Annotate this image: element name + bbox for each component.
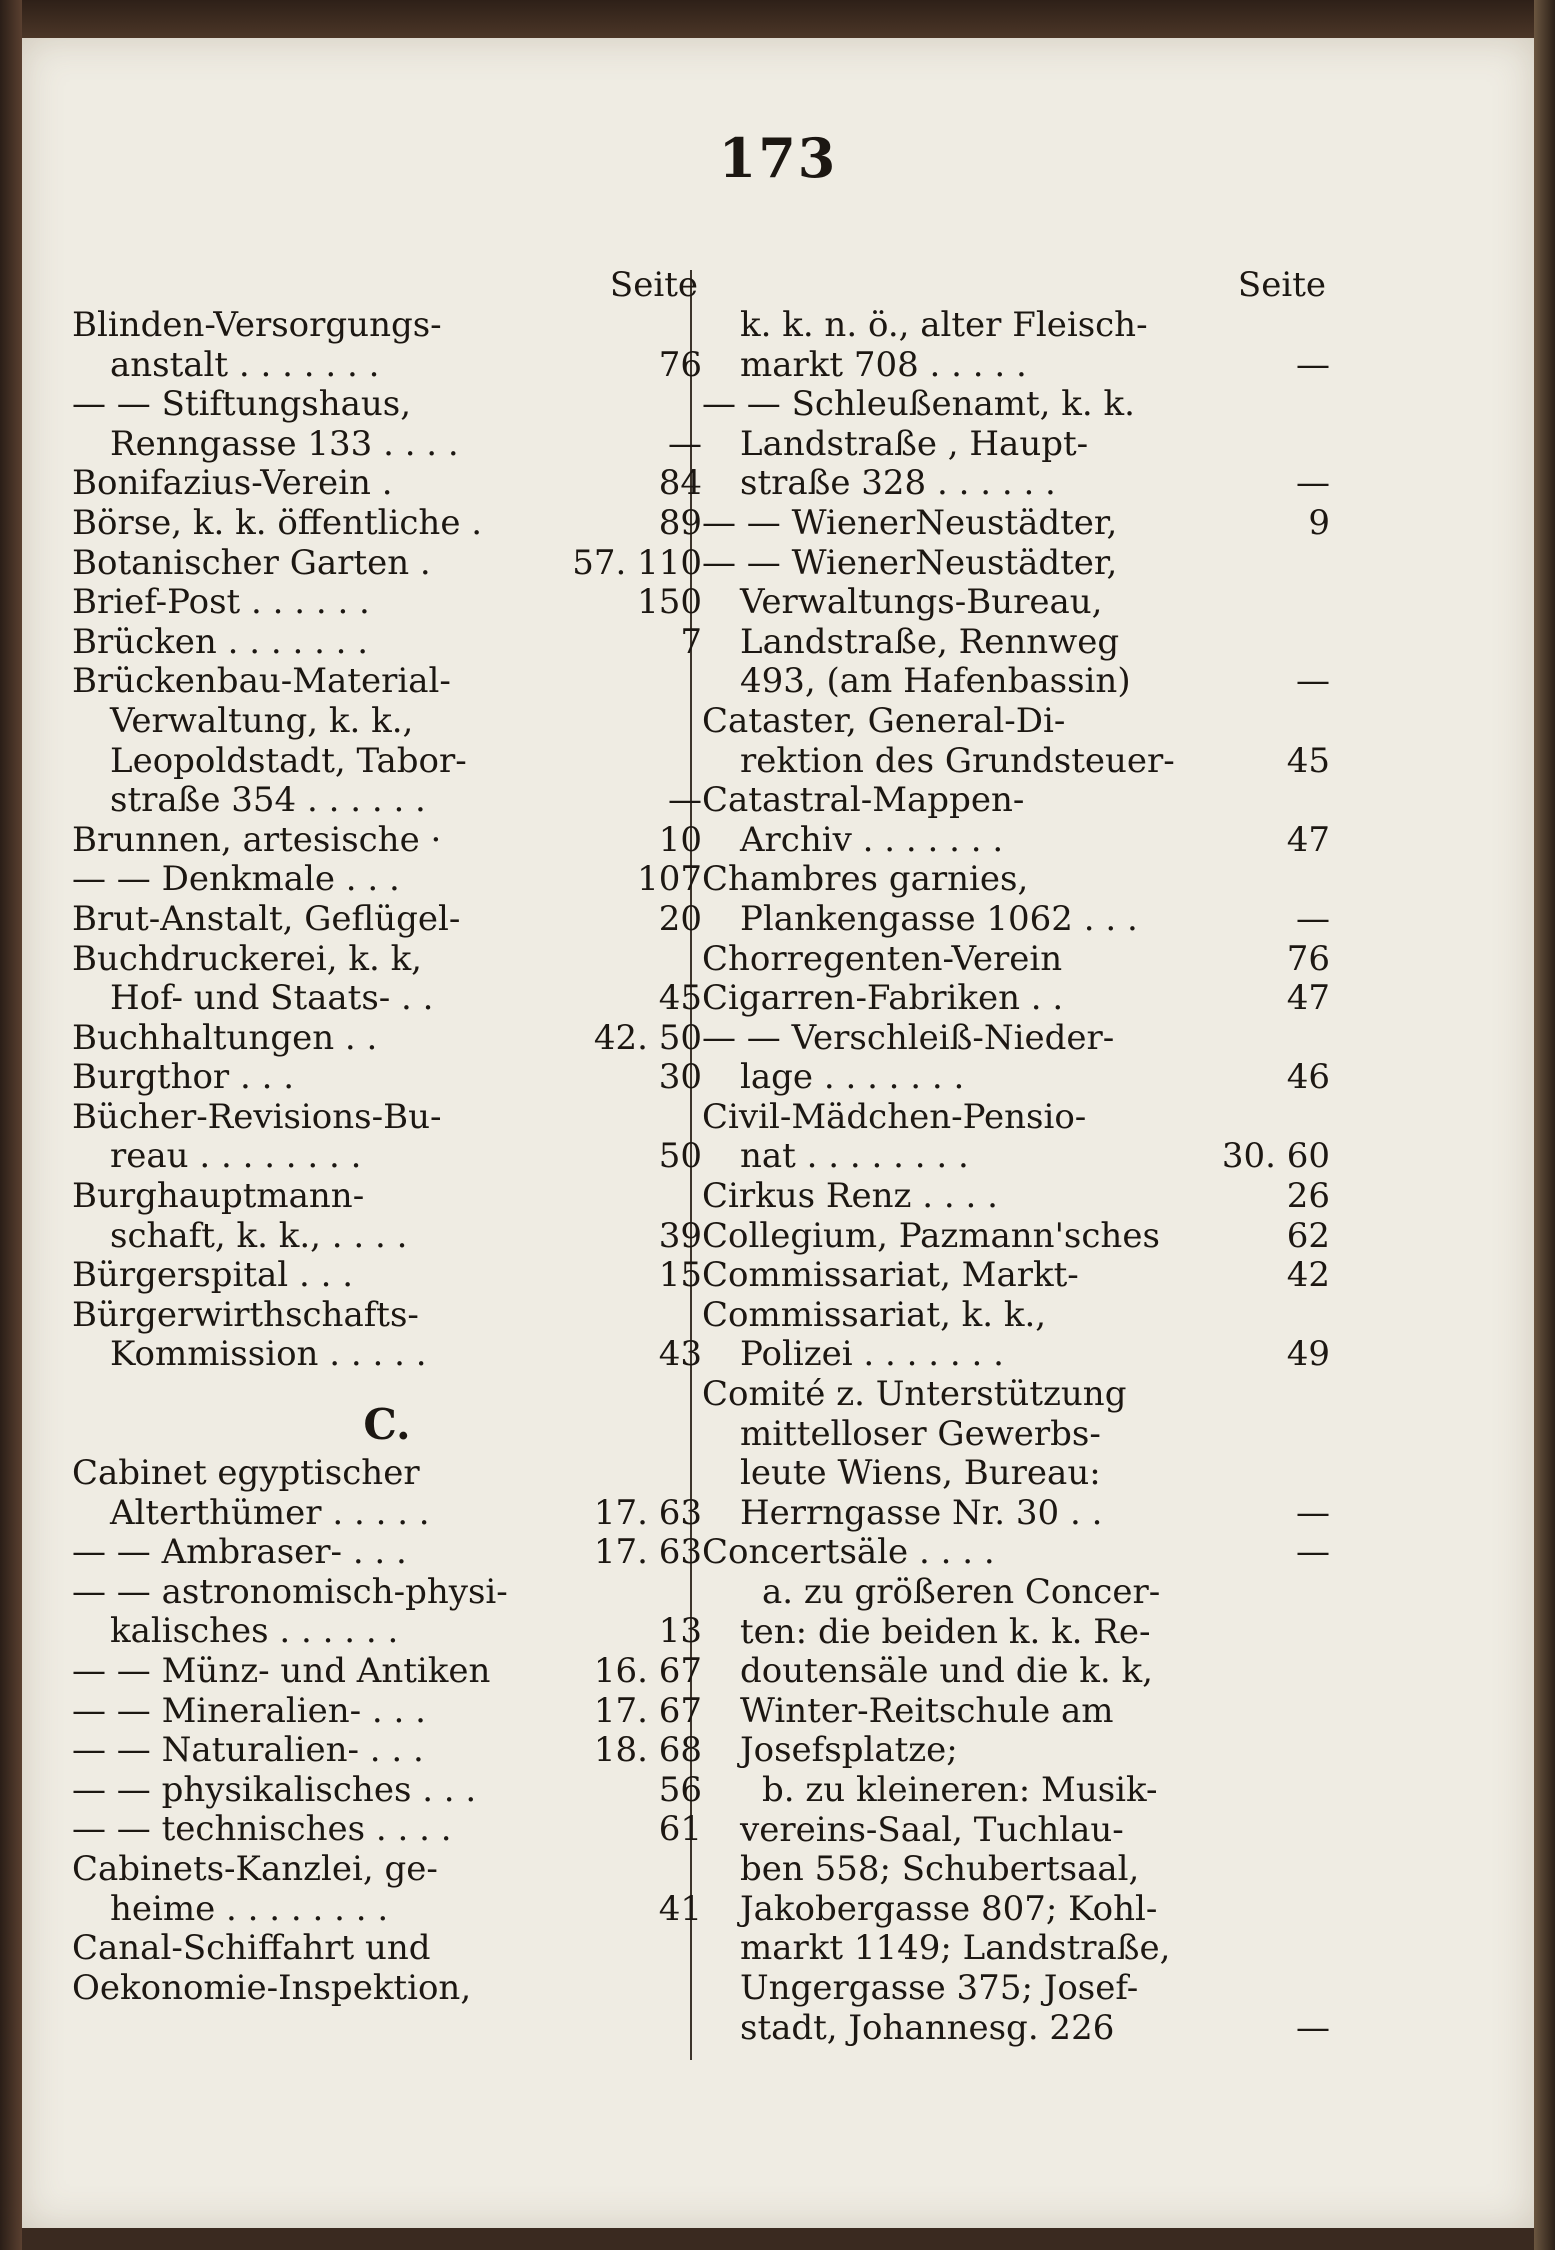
index-entry [702, 544, 1330, 584]
index-entry [72, 1494, 702, 1534]
index-entry [702, 1771, 1330, 1811]
index-entry [702, 306, 1330, 346]
entry-page: 107 [637, 859, 702, 900]
index-entry [72, 1177, 702, 1217]
section-letter: C. [363, 1400, 411, 1450]
index-entry [72, 1137, 702, 1177]
left-entry-list [72, 306, 702, 1375]
entry-text: Chambres garnies, [702, 860, 1029, 900]
entry-text: Josefsplatze; [740, 1731, 958, 1771]
entry-text: Buchhaltungen . . [72, 1018, 378, 1058]
entry-page: 46 [1286, 1057, 1330, 1098]
index-entry [702, 1494, 1330, 1534]
entry-text: Herrngasse Nr. 30 . . [740, 1493, 1103, 1533]
seite-header-left: Seite [609, 265, 698, 305]
index-entry [702, 1692, 1330, 1732]
entry-text: — — astronomisch-physi- [72, 1572, 508, 1612]
index-entry [72, 1573, 702, 1613]
entry-page: 45 [1286, 740, 1330, 781]
index-entry [702, 1177, 1330, 1217]
index-entry [72, 1098, 702, 1138]
index-entry [72, 306, 702, 346]
entry-text: Verwaltungs-Bureau, [740, 583, 1103, 623]
entry-page: 17. 63 [593, 1532, 702, 1573]
book-top-edge [0, 0, 1555, 38]
right-column [702, 266, 1330, 2048]
index-entry [702, 900, 1330, 940]
index-entry [72, 1533, 702, 1573]
entry-page: 41 [658, 1888, 702, 1929]
index-entry [702, 1454, 1330, 1494]
entry-page: 89 [658, 502, 702, 543]
entry-text: b. zu kleineren: Musik- [762, 1770, 1158, 1810]
entry-text: Commissariat, k. k., [702, 1295, 1047, 1335]
entry-page: 39 [658, 1215, 702, 1256]
entry-page: 10 [658, 819, 702, 860]
index-entry [702, 1890, 1330, 1930]
index-entry [72, 1612, 702, 1652]
index-entry [702, 1217, 1330, 1257]
entry-page: — [1296, 661, 1330, 702]
entry-text: — — Münz- und Antiken [72, 1652, 491, 1691]
entry-page: 43 [658, 1334, 702, 1375]
entry-text: schaft, k. k., . . . . [110, 1216, 408, 1256]
entry-page: 15 [658, 1255, 702, 1296]
entry-page: 61 [658, 1809, 702, 1850]
index-entry [702, 1256, 1330, 1296]
index-entry [702, 702, 1330, 742]
index-entry [72, 1890, 702, 1930]
entry-text: Brief-Post . . . . . . [72, 583, 370, 623]
entry-page: — [668, 780, 702, 821]
entry-text: — — Verschleiß-Nieder- [702, 1018, 1115, 1058]
entry-text: markt 708 . . . . . [740, 345, 1027, 385]
entry-text: nat . . . . . . . . [740, 1137, 969, 1177]
entry-text: kalisches . . . . . . [110, 1612, 399, 1652]
entry-page: 30 [658, 1057, 702, 1098]
entry-text: Renngasse 133 . . . . [110, 424, 459, 464]
entry-text: Bonifazius-Verein . [72, 464, 393, 504]
entry-text: Cigarren-Fabriken . . [702, 979, 1064, 1019]
entry-text: — — Mineralien- . . . [72, 1691, 426, 1731]
index-entry [72, 385, 702, 425]
entry-page: 30. 60 [1221, 1136, 1330, 1177]
entry-text: a. zu größeren Concer- [762, 1573, 1161, 1612]
entry-text: Brücken . . . . . . . [72, 622, 369, 662]
index-entry [72, 544, 702, 584]
entry-text: mittelloser Gewerbs- [740, 1414, 1101, 1454]
entry-text: Oekonomie-Inspektion, [72, 1968, 472, 2008]
entry-text: anstalt . . . . . . . [110, 345, 380, 385]
entry-page: 76 [1286, 938, 1330, 979]
index-entry [702, 1613, 1330, 1653]
entry-text: heime . . . . . . . . [110, 1889, 389, 1929]
index-entry [72, 1810, 702, 1850]
entry-text: straße 328 . . . . . . [740, 464, 1056, 504]
entry-text: ben 558; Schubertsaal, [740, 1850, 1140, 1890]
entry-page: 62 [1286, 1215, 1330, 1256]
index-entry [702, 1296, 1330, 1336]
index-entry [72, 1969, 702, 2009]
entry-text: — — Stiftungshaus, [72, 385, 412, 425]
entry-page: 42 [1286, 1255, 1330, 1296]
entry-text: Kommission . . . . . [110, 1335, 427, 1375]
entry-text: — — WienerNeustädter, [702, 503, 1118, 543]
entry-text: Verwaltung, k. k., [110, 701, 414, 741]
entry-page: 16. 67 [593, 1651, 702, 1691]
right-entry-list [702, 306, 1330, 2048]
index-entry [702, 504, 1330, 544]
index-entry [72, 702, 702, 742]
index-entry [702, 1019, 1330, 1059]
entry-page: 17. 63 [593, 1492, 702, 1533]
entry-text: Burghauptmann- [72, 1177, 365, 1217]
entry-text: Landstraße , Haupt- [740, 424, 1089, 464]
entry-page: 9 [1308, 502, 1330, 543]
entry-text: Ungergasse 375; Josef- [740, 1968, 1139, 2008]
entry-page: 50 [658, 1136, 702, 1177]
entry-page: — [1296, 344, 1330, 385]
entry-text: Bücher-Revisions-Bu- [72, 1097, 442, 1137]
index-entry [702, 1058, 1330, 1098]
entry-text: leute Wiens, Bureau: [740, 1454, 1101, 1494]
entry-text: Hof- und Staats- . . [110, 979, 434, 1019]
index-entry [72, 1058, 702, 1098]
index-entry [72, 1256, 702, 1296]
index-entry [72, 1296, 702, 1336]
entry-text: Brut-Anstalt, Geflügel- [72, 899, 461, 939]
entry-text: Brunnen, artesische · [72, 820, 442, 860]
entry-text: — — technisches . . . . [72, 1810, 452, 1850]
entry-text: Cabinet egyptischer [72, 1454, 420, 1494]
entry-page: 26 [1286, 1176, 1330, 1217]
entry-text: — — WienerNeustädter, [702, 543, 1118, 583]
entry-text: Blinden-Versorgungs- [72, 306, 442, 345]
index-entry [702, 623, 1330, 663]
entry-text: Landstraße, Rennweg [740, 622, 1120, 662]
index-entry [72, 1929, 702, 1969]
index-entry [702, 1969, 1330, 2009]
index-entry [702, 346, 1330, 386]
seite-header-right: Seite [1237, 265, 1326, 305]
entry-text: Chorregenten-Verein [702, 939, 1063, 979]
entry-text: Civil-Mädchen-Pensio- [702, 1097, 1087, 1137]
entry-text: k. k. n. ö., alter Fleisch- [740, 306, 1148, 345]
index-entry [702, 2009, 1330, 2049]
index-entry [702, 1533, 1330, 1573]
entry-text: — — Naturalien- . . . [72, 1731, 424, 1771]
entry-text: Cataster, General-Di- [702, 701, 1066, 741]
entry-page: 17. 67 [593, 1690, 702, 1731]
index-entry [702, 860, 1330, 900]
entry-page: 49 [1286, 1334, 1330, 1375]
entry-text: Jakobergasse 807; Kohl- [740, 1889, 1158, 1929]
entry-text: ten: die beiden k. k. Re- [740, 1612, 1151, 1652]
entry-page: — [668, 423, 702, 464]
left-entry-list-c [72, 1454, 702, 2008]
index-entry [702, 979, 1330, 1019]
entry-text: doutensäle und die k. k, [740, 1652, 1153, 1692]
entry-text: Bürgerwirthschafts- [72, 1295, 419, 1335]
index-entry [702, 1137, 1330, 1177]
entry-page: 76 [658, 344, 702, 385]
entry-page: — [1296, 1492, 1330, 1533]
left-column [72, 266, 702, 2008]
entry-text: stadt, Johannesg. 226 [740, 2008, 1115, 2048]
index-entry [72, 464, 702, 504]
entry-text: Bürgerspital . . . [72, 1256, 354, 1296]
index-entry [72, 1692, 702, 1732]
entry-page: 84 [658, 463, 702, 504]
index-entry [72, 425, 702, 465]
entry-text: Catastral-Mappen- [702, 781, 1025, 821]
page-number: 173 [718, 126, 838, 190]
index-entry [72, 1335, 702, 1375]
entry-page: — [1296, 2007, 1330, 2048]
entry-page: 47 [1286, 978, 1330, 1019]
index-entry [702, 742, 1330, 782]
entry-text: Concertsäle . . . . [702, 1533, 995, 1573]
index-entry [702, 1850, 1330, 1890]
entry-text: — — Ambraser- . . . [72, 1533, 407, 1573]
index-entry [72, 1850, 702, 1890]
index-entry [702, 821, 1330, 861]
index-entry [702, 385, 1330, 425]
entry-page: 45 [658, 978, 702, 1019]
entry-page: 20 [658, 898, 702, 939]
index-entry [702, 1929, 1330, 1969]
index-entry [702, 1573, 1330, 1613]
index-entry [702, 1731, 1330, 1771]
index-entry [702, 1335, 1330, 1375]
entry-text: — — Schleußenamt, k. k. [702, 385, 1135, 425]
index-entry [72, 940, 702, 980]
index-entry [72, 623, 702, 663]
entry-text: Polizei . . . . . . . [740, 1335, 1004, 1375]
entry-text: Buchdruckerei, k. k, [72, 939, 422, 979]
book-right-edge [1534, 0, 1555, 2250]
index-entry [72, 1731, 702, 1771]
entry-page: 42. 50 [593, 1017, 702, 1058]
book-page [22, 38, 1534, 2228]
entry-page: — [1296, 898, 1330, 939]
entry-page: 56 [658, 1769, 702, 1810]
entry-text: Winter-Reitschule am [740, 1691, 1114, 1731]
entry-text: Comité z. Unterstützung [702, 1375, 1127, 1415]
index-entry [72, 1771, 702, 1811]
entry-text: reau . . . . . . . . [110, 1137, 362, 1177]
index-entry [72, 583, 702, 623]
entry-text: Cirkus Renz . . . . [702, 1177, 998, 1217]
index-entry [702, 1811, 1330, 1851]
index-entry [72, 821, 702, 861]
entry-text: Alterthümer . . . . . [110, 1493, 430, 1533]
index-entry [72, 979, 702, 1019]
index-entry [72, 742, 702, 782]
index-entry [702, 1098, 1330, 1138]
entry-page: 47 [1286, 819, 1330, 860]
index-entry [72, 662, 702, 702]
index-entry [72, 1217, 702, 1257]
entry-text: straße 354 . . . . . . [110, 781, 426, 821]
entry-text: Burgthor . . . [72, 1058, 295, 1098]
entry-text: rektion des Grundsteuer- [740, 741, 1175, 781]
entry-page: 57. 110 [572, 542, 702, 583]
entry-text: — — physikalisches . . . [72, 1770, 477, 1810]
index-entry [702, 662, 1330, 702]
index-entry [702, 1415, 1330, 1455]
entry-page: 13 [658, 1611, 702, 1652]
entry-page: 18. 68 [593, 1730, 702, 1771]
index-entry [72, 1019, 702, 1059]
entry-page: — [1296, 1532, 1330, 1573]
index-entry [702, 781, 1330, 821]
entry-page: — [1296, 463, 1330, 504]
entry-text: — — Denkmale . . . [72, 860, 400, 900]
index-entry [72, 1652, 702, 1692]
index-entry [72, 781, 702, 821]
index-entry [72, 900, 702, 940]
entry-page: 7 [680, 621, 702, 662]
index-entry [702, 464, 1330, 504]
entry-text: Börse, k. k. öffentliche . [72, 503, 483, 543]
entry-text: Botanischer Garten . [72, 543, 431, 583]
index-entry [72, 1454, 702, 1494]
index-entry [702, 425, 1330, 465]
entry-text: Canal-Schiffahrt und [72, 1929, 431, 1969]
entry-text: lage . . . . . . . [740, 1058, 965, 1098]
book-left-edge [0, 0, 22, 2250]
entry-text: 493, (am Hafenbassin) [740, 662, 1131, 702]
entry-text: Collegium, Pazmann'sches [702, 1216, 1160, 1256]
index-entry [72, 504, 702, 544]
index-entry [702, 1375, 1330, 1415]
entry-text: markt 1149; Landstraße, [740, 1929, 1171, 1969]
index-entry [702, 940, 1330, 980]
entry-text: Leopoldstadt, Tabor- [110, 741, 467, 781]
entry-text: Cabinets-Kanzlei, ge- [72, 1849, 438, 1889]
entry-page: 150 [637, 582, 702, 623]
index-entry [702, 1652, 1330, 1692]
entry-text: Commissariat, Markt- [702, 1256, 1079, 1296]
index-entry [72, 346, 702, 386]
entry-text: Plankengasse 1062 . . . [740, 899, 1138, 939]
entry-text: Archiv . . . . . . . [740, 820, 1004, 860]
entry-text: vereins-Saal, Tuchlau- [740, 1810, 1124, 1850]
entry-text: Brückenbau-Material- [72, 662, 451, 702]
index-entry [702, 583, 1330, 623]
index-entry [72, 860, 702, 900]
